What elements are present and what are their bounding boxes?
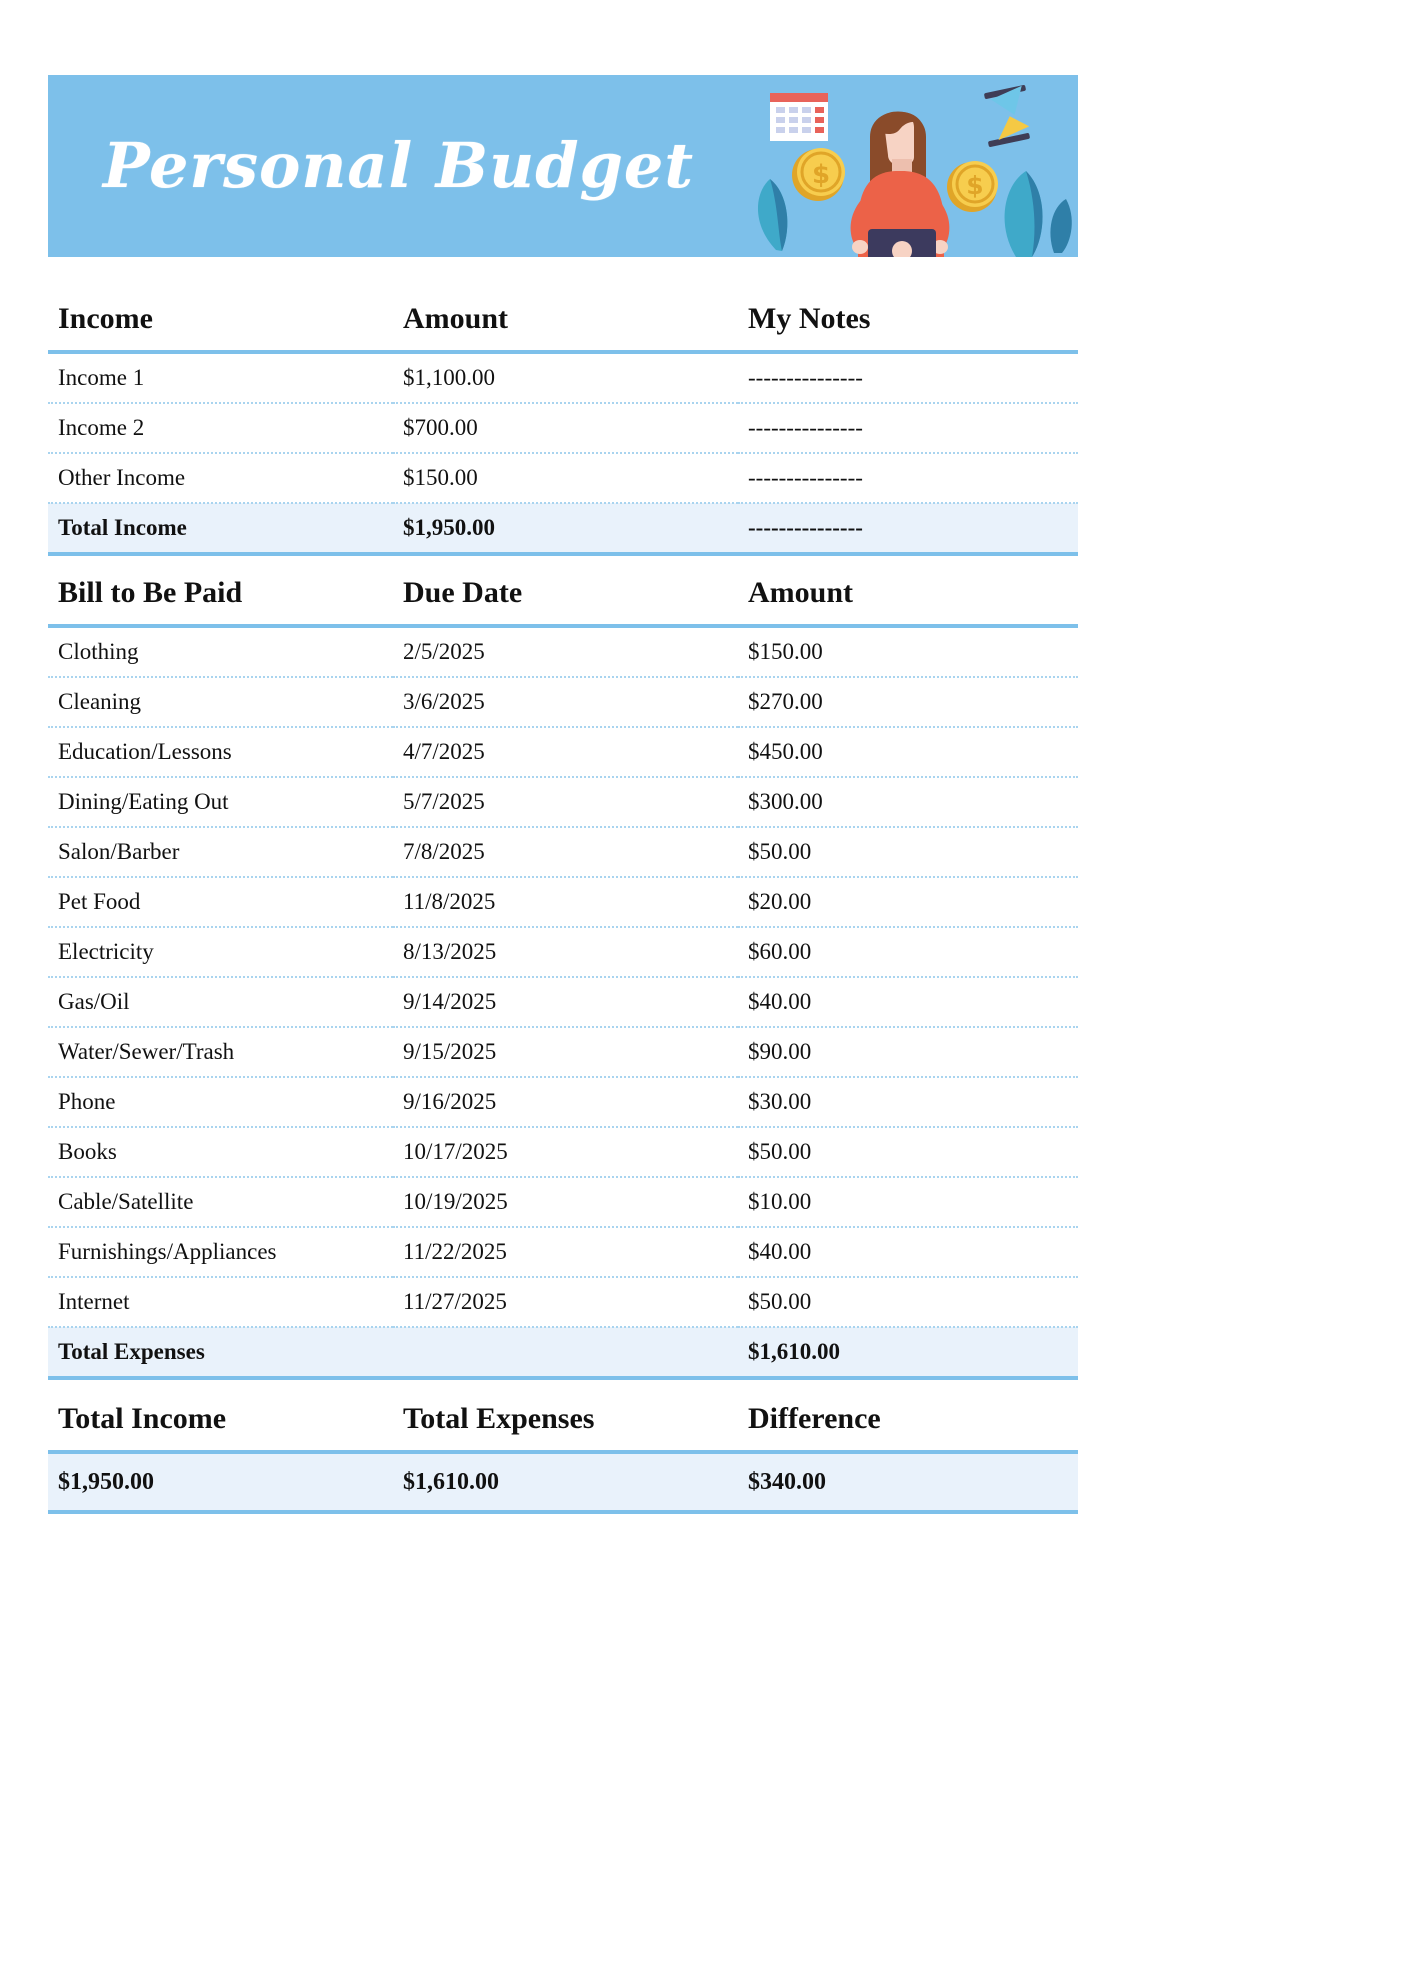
column-header-amount: Amount — [738, 562, 1078, 626]
bill-label: Internet — [48, 1277, 393, 1327]
table-row[interactable] — [48, 877, 1078, 927]
total-expenses-label: Total Expenses — [48, 1327, 393, 1378]
table-row[interactable] — [48, 927, 1078, 977]
bill-due-date: 11/8/2025 — [393, 877, 738, 927]
table-row[interactable] — [48, 1127, 1078, 1177]
bill-label: Books — [48, 1127, 393, 1177]
column-header-my-notes: My Notes — [738, 288, 1078, 352]
income-amount: $150.00 — [393, 453, 738, 503]
dollar-coin-icon — [792, 148, 845, 201]
page-title: Personal Budget — [103, 129, 694, 202]
svg-text:$: $ — [966, 171, 984, 200]
table-row[interactable] — [48, 1177, 1078, 1227]
bill-amount: $50.00 — [738, 827, 1078, 877]
bill-label: Clothing — [48, 626, 393, 677]
table-row[interactable] — [48, 977, 1078, 1027]
column-header-amount: Amount — [393, 288, 738, 352]
income-label: Income 1 — [48, 352, 393, 403]
bill-label: Gas/Oil — [48, 977, 393, 1027]
bill-label: Salon/Barber — [48, 827, 393, 877]
bill-label: Phone — [48, 1077, 393, 1127]
bill-label: Electricity — [48, 927, 393, 977]
bill-due-date: 11/27/2025 — [393, 1277, 738, 1327]
table-header-row — [48, 1388, 1078, 1452]
table-row[interactable] — [48, 352, 1078, 403]
bill-due-date: 10/19/2025 — [393, 1177, 738, 1227]
bill-amount: $300.00 — [738, 777, 1078, 827]
bill-due-date: 10/17/2025 — [393, 1127, 738, 1177]
summary-values-row — [48, 1452, 1078, 1512]
bill-amount: $90.00 — [738, 1027, 1078, 1077]
table-row[interactable] — [48, 453, 1078, 503]
table-row[interactable] — [48, 403, 1078, 453]
bill-amount: $30.00 — [738, 1077, 1078, 1127]
table-row[interactable] — [48, 727, 1078, 777]
income-label: Other Income — [48, 453, 393, 503]
income-notes[interactable]: --------------- — [738, 352, 1078, 403]
bill-label: Education/Lessons — [48, 727, 393, 777]
bill-amount: $50.00 — [738, 1277, 1078, 1327]
bill-label: Cable/Satellite — [48, 1177, 393, 1227]
income-amount: $1,100.00 — [393, 352, 738, 403]
summary-total-expenses-value: $1,610.00 — [393, 1452, 738, 1512]
bill-label: Water/Sewer/Trash — [48, 1027, 393, 1077]
bill-due-date: 2/5/2025 — [393, 626, 738, 677]
bill-due-date: 11/22/2025 — [393, 1227, 738, 1277]
svg-text:$: $ — [811, 160, 831, 190]
total-expenses-spacer — [393, 1327, 738, 1378]
bill-amount: $50.00 — [738, 1127, 1078, 1177]
column-header-due-date: Due Date — [393, 562, 738, 626]
bill-amount: $40.00 — [738, 977, 1078, 1027]
bill-due-date: 9/15/2025 — [393, 1027, 738, 1077]
budget-illustration — [748, 75, 1078, 257]
total-income-row — [48, 503, 1078, 554]
bill-label: Cleaning — [48, 677, 393, 727]
bills-table — [48, 562, 1078, 1380]
bill-due-date: 5/7/2025 — [393, 777, 738, 827]
leaf-decoration — [758, 179, 787, 251]
bill-label: Pet Food — [48, 877, 393, 927]
table-row[interactable] — [48, 1277, 1078, 1327]
summary-total-income-value: $1,950.00 — [48, 1452, 393, 1512]
bill-amount: $270.00 — [738, 677, 1078, 727]
table-header-row — [48, 562, 1078, 626]
total-expenses-row — [48, 1327, 1078, 1378]
bill-amount: $60.00 — [738, 927, 1078, 977]
column-header-income: Income — [48, 288, 393, 352]
column-header-total-income: Total Income — [48, 1388, 393, 1452]
bill-due-date: 3/6/2025 — [393, 677, 738, 727]
calendar-icon — [770, 93, 828, 141]
summary-table — [48, 1388, 1078, 1514]
hourglass-icon — [984, 85, 1031, 148]
table-row[interactable] — [48, 626, 1078, 677]
table-row[interactable] — [48, 1077, 1078, 1127]
column-header-total-expenses: Total Expenses — [393, 1388, 738, 1452]
total-expenses-amount: $1,610.00 — [738, 1327, 1078, 1378]
income-notes[interactable]: --------------- — [738, 403, 1078, 453]
income-table — [48, 288, 1078, 556]
bill-label: Furnishings/Appliances — [48, 1227, 393, 1277]
leaf-decoration — [1005, 171, 1072, 257]
table-row[interactable] — [48, 1227, 1078, 1277]
table-row[interactable] — [48, 677, 1078, 727]
bill-amount: $10.00 — [738, 1177, 1078, 1227]
total-income-notes: --------------- — [738, 503, 1078, 554]
bill-amount: $450.00 — [738, 727, 1078, 777]
income-notes[interactable]: --------------- — [738, 453, 1078, 503]
table-header-row — [48, 288, 1078, 352]
income-amount: $700.00 — [393, 403, 738, 453]
bill-amount: $40.00 — [738, 1227, 1078, 1277]
table-row[interactable] — [48, 827, 1078, 877]
woman-with-laptop — [851, 112, 950, 258]
table-row[interactable] — [48, 1027, 1078, 1077]
bill-due-date: 9/16/2025 — [393, 1077, 738, 1127]
total-income-label: Total Income — [48, 503, 393, 554]
bill-label: Dining/Eating Out — [48, 777, 393, 827]
income-label: Income 2 — [48, 403, 393, 453]
bill-amount: $20.00 — [738, 877, 1078, 927]
column-header-bill: Bill to Be Paid — [48, 562, 393, 626]
bill-due-date: 7/8/2025 — [393, 827, 738, 877]
total-income-amount: $1,950.00 — [393, 503, 738, 554]
bill-amount: $150.00 — [738, 626, 1078, 677]
table-row[interactable] — [48, 777, 1078, 827]
header-banner — [48, 75, 1078, 257]
column-header-difference: Difference — [738, 1388, 1078, 1452]
bill-due-date: 4/7/2025 — [393, 727, 738, 777]
dollar-coin-icon — [947, 161, 998, 212]
bill-due-date: 8/13/2025 — [393, 927, 738, 977]
summary-difference-value: $340.00 — [738, 1452, 1078, 1512]
bill-due-date: 9/14/2025 — [393, 977, 738, 1027]
